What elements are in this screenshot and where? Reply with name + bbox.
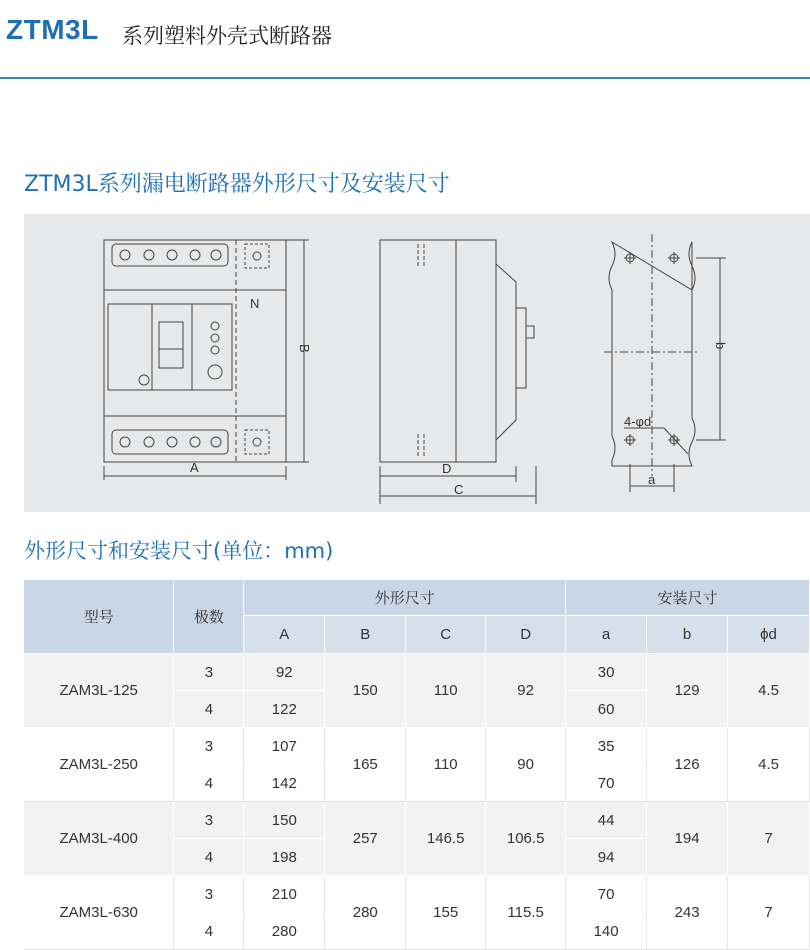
- cell-b: 194: [647, 802, 728, 876]
- cell-A: 210: [244, 876, 325, 913]
- cell-poles: 4: [174, 913, 244, 950]
- cell-D: 90: [486, 728, 566, 802]
- header-b: b: [647, 616, 728, 654]
- label-hole: 4-φd: [624, 414, 652, 429]
- header-poles: 极数: [174, 580, 244, 654]
- table-row: [24, 802, 810, 839]
- header-divider: [0, 77, 810, 79]
- cell-a: 70: [566, 765, 647, 802]
- table-row: [24, 728, 810, 765]
- label-A: A: [190, 460, 199, 475]
- cell-model: ZAM3L-630: [24, 876, 174, 950]
- label-N: N: [250, 296, 260, 311]
- header-A: A: [244, 616, 325, 654]
- table-section-title: 外形尺寸和安装尺寸(单位：mm): [24, 539, 334, 563]
- cell-phid: 4.5: [728, 654, 810, 728]
- cell-B: 280: [325, 876, 406, 950]
- cell-b: 126: [647, 728, 728, 802]
- cell-A: 198: [244, 839, 325, 876]
- cell-a: 60: [566, 691, 647, 728]
- cell-model: ZAM3L-125: [24, 654, 174, 728]
- cell-B: 165: [325, 728, 406, 802]
- table-row: [24, 876, 810, 913]
- label-B: B: [297, 344, 312, 353]
- dimension-drawings: [24, 214, 810, 512]
- cell-A: 122: [244, 691, 325, 728]
- cell-phid: 7: [728, 802, 810, 876]
- cell-phid: 7: [728, 876, 810, 950]
- cell-D: 92: [486, 654, 566, 728]
- cell-poles: 3: [174, 728, 244, 765]
- cell-a: 35: [566, 728, 647, 765]
- label-D: D: [442, 461, 452, 476]
- cell-C: 146.5: [406, 802, 486, 876]
- dimension-drawing-panel: [24, 214, 810, 512]
- cell-a: 94: [566, 839, 647, 876]
- cell-C: 155: [406, 876, 486, 950]
- cell-C: 110: [406, 654, 486, 728]
- dimensions-table: [24, 580, 810, 950]
- cell-B: 150: [325, 654, 406, 728]
- cell-poles: 4: [174, 765, 244, 802]
- header-mounting: 安装尺寸: [566, 580, 810, 616]
- header-outline: 外形尺寸: [244, 580, 566, 616]
- header-B: B: [325, 616, 406, 654]
- cell-D: 115.5: [486, 876, 566, 950]
- header-model: 型号: [24, 580, 174, 654]
- label-b: b: [713, 342, 728, 350]
- label-C: C: [454, 482, 464, 497]
- cell-C: 110: [406, 728, 486, 802]
- front-view: [104, 240, 309, 480]
- cell-A: 107: [244, 728, 325, 765]
- brand-title: ZTM3L: [6, 14, 99, 45]
- label-a: a: [648, 472, 656, 487]
- header-a: a: [566, 616, 647, 654]
- cell-poles: 4: [174, 691, 244, 728]
- cell-model: ZAM3L-250: [24, 728, 174, 802]
- cell-poles: 3: [174, 876, 244, 913]
- side-view: [380, 240, 536, 504]
- header-phid: ϕd: [728, 616, 810, 654]
- cell-D: 106.5: [486, 802, 566, 876]
- table-row: [24, 654, 810, 691]
- cell-model: ZAM3L-400: [24, 802, 174, 876]
- cell-A: 150: [244, 802, 325, 839]
- cell-a: 30: [566, 654, 647, 691]
- cell-b: 243: [647, 876, 728, 950]
- page-header: [0, 0, 810, 80]
- cell-poles: 3: [174, 654, 244, 691]
- cell-a: 70: [566, 876, 647, 913]
- cell-a: 44: [566, 802, 647, 839]
- cell-poles: 3: [174, 802, 244, 839]
- header-C: C: [406, 616, 486, 654]
- brand-subtitle: 系列塑料外壳式断路器: [122, 24, 332, 48]
- cell-a: 140: [566, 913, 647, 950]
- cell-A: 280: [244, 913, 325, 950]
- cell-B: 257: [325, 802, 406, 876]
- cell-phid: 4.5: [728, 728, 810, 802]
- cell-b: 129: [647, 654, 728, 728]
- header-D: D: [486, 616, 566, 654]
- cell-A: 92: [244, 654, 325, 691]
- cell-A: 142: [244, 765, 325, 802]
- drawing-section-title: ZTM3L系列漏电断路器外形尺寸及安装尺寸: [24, 172, 450, 197]
- mounting-view: [604, 234, 726, 492]
- cell-poles: 4: [174, 839, 244, 876]
